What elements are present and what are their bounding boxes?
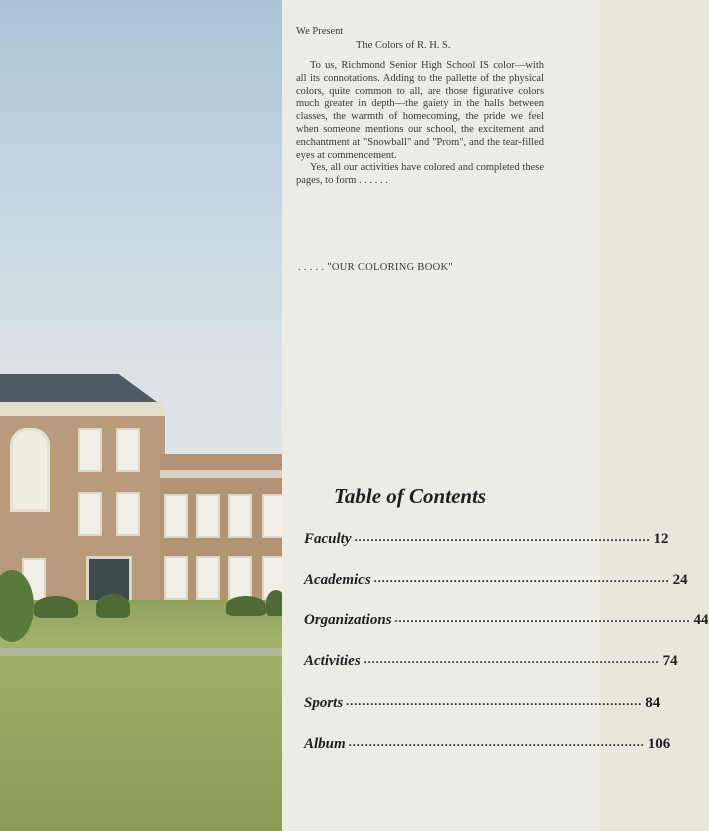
- toc-leader-dots: ..........................................................................: [348, 735, 645, 749]
- toc-entry-label: Activities: [304, 653, 361, 669]
- toc-entry-page: 106: [647, 736, 671, 752]
- intro-heading-line2: The Colors of R. H. S.: [356, 40, 451, 51]
- intro-heading-line1: We Present: [296, 26, 344, 37]
- toc-entry-label: Organizations: [304, 612, 392, 628]
- shrub: [96, 594, 130, 618]
- toc-title: Table of Contents: [334, 484, 487, 508]
- window: [116, 428, 140, 472]
- window: [228, 556, 252, 600]
- lawn: [0, 600, 285, 831]
- building-cornice: [0, 402, 165, 416]
- arched-window: [10, 428, 50, 512]
- toc-leader-dots: ..........................................................................: [373, 571, 670, 585]
- toc-entry-organizations: [304, 609, 709, 629]
- window: [196, 556, 220, 600]
- walkway: [0, 648, 285, 656]
- toc-entry-page: 74: [662, 653, 678, 669]
- window: [78, 492, 102, 536]
- toc-entry-page: 24: [672, 572, 688, 588]
- shrub: [226, 596, 266, 616]
- intro-text: [296, 60, 544, 188]
- toc-entry-page: 84: [645, 695, 661, 711]
- toc-entry-faculty: [304, 528, 669, 548]
- school-photo: [0, 0, 285, 831]
- toc-leader-dots: ..........................................................................: [394, 611, 691, 625]
- toc-entry-activities: [304, 650, 678, 670]
- toc-entry-page: 12: [653, 531, 669, 547]
- wing-cornice: [160, 470, 285, 478]
- toc-leader-dots: ..........................................................................: [363, 652, 660, 666]
- intro-paragraph-1: To us, Richmond Senior High School IS color—with all its connotations. Adding to the pallette of the physical colors, quite common to all, are those figurative colors much greater in depth—the gaiety in the halls between classes, the warmth of homecoming, the pride we feel when someone mentions our school, the excitement and enchantment at "Snowball" and "Prom", and the tear-filled eyes at commencement.: [296, 60, 544, 161]
- toc-entry-label: Album: [304, 736, 346, 752]
- intro-paragraph-2: Yes, all our activities have colored and completed these pages, to form . . . . . .: [296, 162, 544, 187]
- window: [196, 494, 220, 538]
- toc-leader-dots: ..........................................................................: [346, 694, 643, 708]
- toc-entry-sports: [304, 692, 661, 712]
- toc-entry-album: [304, 733, 671, 753]
- window: [164, 494, 188, 538]
- toc-entry-academics: [304, 569, 688, 589]
- window: [116, 492, 140, 536]
- shrub: [34, 596, 78, 618]
- toc-entry-label: Faculty: [304, 531, 352, 547]
- intro-closing: . . . . . "OUR COLORING BOOK": [298, 262, 453, 273]
- window: [228, 494, 252, 538]
- window: [164, 556, 188, 600]
- toc-entry-page: 44: [693, 612, 709, 628]
- window: [78, 428, 102, 472]
- toc-entry-label: Academics: [304, 572, 371, 588]
- toc-leader-dots: ..........................................................................: [354, 530, 651, 544]
- toc-entry-label: Sports: [304, 695, 344, 711]
